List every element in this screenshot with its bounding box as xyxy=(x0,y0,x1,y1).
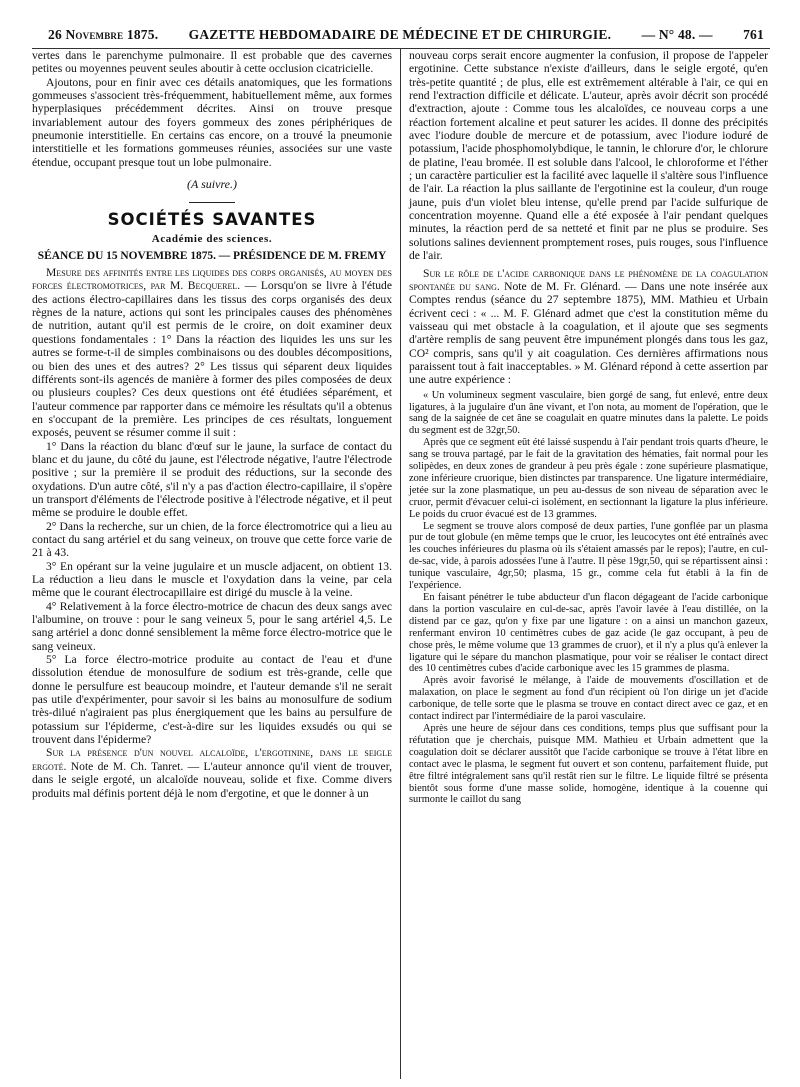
header-issue: — N° 48. — xyxy=(641,27,713,42)
header-date: 26 Novembre 1875. xyxy=(48,27,159,42)
quote-paragraph: Après une heure de séjour dans ces conditions, temps plus que suffisant pour la réfutation que je cherchais, puisque MM. Mathieu et Urbain admettent que la coagulation doit se déclarer aussitôt que l'acide carbonique se trouve à l'état libre en contact avec le plasma, le segment fut ouvert et son contenu, parfaitement fluide, put être filtré intégralement sans qu'il restât rien sur le filtre. Le liquide filtré se présenta bientôt sous forme d'une masse solide, homogène, identique à la couenne qui surmonte le caillot du sang xyxy=(409,722,768,806)
quote-paragraph: « Un volumineux segment vasculaire, bien gorgé de sang, fut enlevé, entre deux ligatures, à la jugulaire d'un âne vivant, et l'on nota, au moment de l'opération, que le sang de la saignée de cet âne se coagulait en quatre minutes dans la palette. Le poids du segment est de 32gr,50. xyxy=(409,389,768,437)
paragraph: 3° En opérant sur la veine jugulaire et un muscle adjacent, on obtient 13. La réduction a lieu dans le muscle et l'oxydation dans la veine, par cela même que le courant électrocapillaire est dirigé du muscle à la veine. xyxy=(32,559,392,600)
session-heading: SÉANCE DU 15 NOVEMBRE 1875. — PRÉSIDENCE DE M. FREMY xyxy=(37,250,387,263)
left-column xyxy=(32,49,400,1079)
paragraph: 4° Relativement à la force électro-motrice de chacun des deux sangs avec l'albumine, on trouve : pour le sang veineux 5, pour le sang artériel 4,5. Le sang artériel a donc donné sensiblement la même force électro-motrice que le sang veineux. xyxy=(32,599,392,653)
quote-paragraph: Le segment se trouve alors composé de deux parties, l'une gonflée par un plasma pur de tout globule (en même temps que le cruor, les leucocytes ont été entraînés avec les couches inférieures du plasma où ils s'étaient amassés par le repos); l'autre, en cul-de-sac, vide, à parois adossées l'une à l'autre. Il pèse 19gr,50, qui se répartissent ainsi : tunique vasculaire, 4gr,50; plasma, 15 gr., comme cela fut établi à la fin de l'expérience. xyxy=(409,520,768,592)
running-header xyxy=(32,27,770,49)
quote-paragraph: Après que ce segment eût été laissé suspendu à l'air pendant trois quarts d'heure, le sang se trouva partagé, par le fait de la gravitation des hématies, fait normal pour les solipèdes, en deux zones de grandeur à peu près égale : zone supérieure plasmatique, zone inférieure cruorique, bien distinctes par transparence. Une ligature intermédiaire, jetée sur la zone plasmatique, un peu au-dessus de son niveau de séparation avec le cruor, permit d'évacuer celui-ci isolément, en sectionnant la ligature la plus inférieure. Le poids du cruor évacué est de 13 grammes. xyxy=(409,437,768,520)
paragraph: Ajoutons, pour en finir avec ces détails anatomiques, que les formations gommeuses s'associent très-fréquemment, habituellement même, aux formes hyperplasiques précédemment décrites. Ainsi on trouve presque invariablement autour des foyers gommeux des zones périphériques de pneumonie interstitielle. En certains cas encore, on a trouvé la pneumonie interstitielle et les formations gommeuses réunies, associées sur une vaste étendue, occupant presque tout un lobe pulmonaire. xyxy=(32,75,392,169)
paragraph: vertes dans le parenchyme pulmonaire. Il est probable que des cavernes petites ou moyennes peuvent seules aboutir à cette occlusion cicatricielle. xyxy=(32,49,392,76)
section-title: SOCIÉTÉS SAVANTES xyxy=(107,210,317,230)
paragraph: nouveau corps serait encore augmenter la confusion, il propose de l'appeler ergotinine. Cette substance n'existe d'ailleurs, dans le seigle ergoté, qu'en très-petite quantité ; de plus, elle est extrêmement altérable à l'air, ce qui en rend l'extraction difficile et délicate. L'auteur, après avoir décrit son procédé d'extraction, ajoute : Comme tous les alcaloïdes, ce nouveau corps a une réaction fortement alcaline et peut saturer les acides. Il donne des précipités avec l'iodure double de mercure et de potassium, avec l'iodure ioduré de potassium, l'acide phosphomolybdique, le tannin, le chlorure d'or, le chlorure de platine, l'eau bromée. Il est soluble dans l'alcool, le chloroforme et l'éther ; un caractère particulier est la facilité avec laquelle il s'altère sous l'influence de l'air. La réaction la plus saillante de l'ergotinine est la couleur, d'un rouge jaune, puis d'un violet bleu intense, qu'elle prend par l'acide sulfurique de concentration moyenne. Quand elle a été exposée à l'air pendant quelques minutes, la réaction perd de sa netteté et finit par ne plus se produire. Ses solutions salines deviennent promptement roses, puis rouges, sous l'influence de l'air. xyxy=(409,49,768,263)
quoted-experiment xyxy=(409,390,768,807)
quote-paragraph: En faisant pénétrer le tube abducteur d'un flacon dégageant de l'acide carbonique dans la portion vasculaire en cul-de-sac, après l'avoir lavée à l'eau distillée, on la distend par ce gaz, qu'on y fixe par une ligature : on a ainsi un manchon gazeux, renfermant environ 10 centimètres cubes de gaz acide (le gaz occupant, à peu de chose près, le même volume que 13 grammes de cruor), et il n'y a plus qu'à enlever la ligature qui le sépare du manchon plasmatique, pour voir se réaliser le contact direct des 10 centimètres cubes d'acide carbonique avec les 15 grammes de plasma. xyxy=(409,592,768,675)
article-becquerel: Mesure des affinités entre les liquides des corps organisés, au moyen des forces électromotrices, par M. Becquerel. — Lorsqu'on se livre à l'étude des actions électro-capillaires dans les tissus des corps organisés des deux règnes de la nature, actions qui sont les principales causes des phénomènes de nutrition, autant qu'il est permis de le croire, on doit examiner deux questions fondamentales : 1° Dans la réaction des liquides les uns sur les autres se forme-t-il de simples combinaisons ou des doubles décompositions, ou bien des unes et des autres? 2° Les tissus qui séparent deux liquides différents sont-ils agencés de manière à former des piles composées de deux ou plusieurs couples? Ces deux questions ont été étudiées séparément, et l'auteur commence par rapporter dans ce mémoire les résultats qu'il a obtenus en s'occupant de la première. Les principes de ces résultats, longuement exposés, peuvent se résumer comme il suit : xyxy=(32,266,392,440)
continued-note: (A suivre.) xyxy=(187,177,237,192)
header-journal-title: GAZETTE HEBDOMADAIRE DE MÉDECINE ET DE CHIRURGIE. xyxy=(188,27,612,42)
right-column xyxy=(400,49,768,1079)
paragraph: 1° Dans la réaction du blanc d'œuf sur le jaune, la surface de contact du blanc et du jaune, du côté du jaune, est l'électrode négative, l'autre l'électrode positive ; sur la première il se produit des réductions, sur la seconde des oxydations. D'un autre côté, s'il n'y a pas d'action électro-capillaire, il s'opère un transport d'éléments de l'électrode positive à l'électrode négative, et il peut même se produire le double effet. xyxy=(32,439,392,520)
article-glenard: Sur le rôle de l'acide carbonique dans le phénomène de la coagulation spontanée du sang. Note de M. Fr. Glénard. — Dans une note insérée aux Comptes rendus (séance du 27 septembre 1875), MM. Mathieu et Urbain écrivent ceci : « ... M. F. Glénard admet que c'est la constitution même du vaisseau qui met obstacle à la coagulation, et il ajoute que ses segments d'artère remplis de sang peuvent être impunément plongés dans tous les gaz, CO² compris, sans qu'il y ait coagulation. Ces dernières affirmations nous paraissent tout à fait inacceptables. » M. Glénard répond à cette assertion par une autre expérience : xyxy=(409,266,768,387)
academy-heading: Académie des sciences. xyxy=(151,233,273,246)
paragraph: 2° Dans la recherche, sur un chien, de la force électromotrice qui a lieu au contact du sang artériel et du sang veineux, on trouve que cette force varie de 21 à 43. xyxy=(32,519,392,560)
columns xyxy=(32,49,770,1079)
quote-paragraph: Après avoir favorisé le mélange, à l'aide de mouvements d'oscillation et de malaxation, on place le segment au fond d'un récipient où l'on dirige un jet d'acide carbonique, de telle sorte que le plasma se trouve en contact direct avec ce gaz, et en contact indirect par l'intermédiaire de la paroi vasculaire. xyxy=(409,675,768,723)
paragraph: 5° La force électro-motrice produite au contact de l'eau et d'une dissolution étendue de monosulfure de sodium est très-grande, celle que donne le persulfure est beaucoup moindre, et l'auteur demande s'il ne serait pas utile d'expérimenter, pour savoir si les bains au monosulfure de sodium très-dilué n'agiraient pas plus énergiquement que les bains au persulfure de potassium sur l'épiderme, c'est-à-dire sur les liquides exsudés ou qui se trouvent dans l'épiderme? xyxy=(32,653,392,747)
article-tanret: Sur la présence d'un nouvel alcaloïde, l'ergotinine, dans le seigle ergoté. Note de M. Ch. Tanret. — L'auteur annonce qu'il vient de trouver, dans le seigle ergoté, un alcaloïde nouveau, solide et fixe. Comme divers produits mal définis portent déjà le nom d'ergotine, et que le donner à un xyxy=(32,746,392,800)
header-page-number: 761 xyxy=(743,27,764,42)
separator-rule xyxy=(189,202,235,203)
